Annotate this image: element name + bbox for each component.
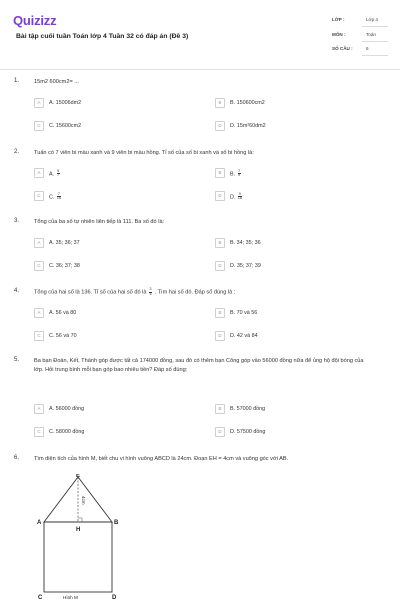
option-text: A. 56 và 80 — [49, 309, 77, 316]
meta-count-label: SỐ CÂU : — [332, 46, 353, 51]
figure-caption: Hình M — [63, 595, 78, 600]
fraction-numerator: 7 — [57, 191, 60, 196]
option-text: C. 58000 đồng — [49, 428, 85, 435]
option-text: B. 34; 35; 36 — [230, 239, 261, 246]
question-text: Tổng của ba số tự nhiên liên tiếp là 111. Ba số đó là: — [34, 219, 165, 225]
meta-subject-value: Toán — [366, 32, 376, 37]
fraction-numerator: 9 — [238, 191, 241, 196]
option-badge: D — [215, 121, 225, 131]
q4-option-c[interactable] — [34, 331, 204, 343]
document-title: Bài tập cuối tuần Toán lớp 4 Tuần 32 có đáp án (Đề 3) — [16, 33, 189, 40]
option-text: D. 15m²60dm2 — [230, 122, 266, 129]
q1-option-c[interactable] — [34, 121, 204, 133]
question-number: 5. — [14, 357, 20, 363]
option-prefix: D. — [230, 194, 236, 201]
option-text — [230, 170, 242, 178]
meta-divider — [362, 55, 388, 56]
right-angle-mark — [78, 518, 82, 522]
meta-divider — [362, 41, 388, 42]
option-text: B. 57000 đồng — [230, 405, 266, 412]
meta-divider — [362, 26, 388, 27]
option-badge: C — [34, 261, 44, 271]
question-text: Tuấn có 7 viên bi màu xanh và 9 viên bi màu hồng. Tỉ số của số bi xanh và số bi hồng là: — [34, 150, 254, 156]
option-text: B. 150600cm2 — [230, 99, 265, 106]
q2-option-a[interactable] — [34, 168, 204, 180]
fraction-numerator: 7 — [238, 168, 241, 173]
option-badge: D — [215, 261, 225, 271]
option-text: A. 15006dm2 — [49, 99, 82, 106]
option-badge: D — [215, 191, 225, 201]
option-badge: D — [215, 331, 225, 341]
q5-option-a[interactable] — [34, 404, 204, 416]
label-a: A — [37, 520, 42, 526]
fraction-numerator: 3 — [149, 287, 152, 291]
question-text: Ba bạn Đoàn, Kết, Thành góp được tất cả 174000 đồng, sau đó có thêm bạn Công góp vào 56000 đồng nữa để ủng hộ đội bóng của lớp. Hỏi trung bình mỗi bạn góp bao nhiêu tiền? Đáp số đúng: — [34, 358, 364, 373]
question-text — [34, 288, 366, 298]
q3-option-b[interactable] — [215, 238, 385, 250]
option-badge: A — [34, 308, 44, 318]
q2-option-b[interactable] — [215, 168, 385, 180]
question-text: 15m2 600cm2= ... — [34, 79, 79, 85]
question-text-before: Tổng của hai số là 136. Tỉ số của hai số đó là — [34, 289, 147, 296]
fraction-denominator: 9 — [238, 173, 241, 178]
question-text-after: . Tìm hai số đó. Đáp số đúng là : — [154, 289, 236, 296]
question-fraction — [149, 288, 152, 296]
label-b: B — [114, 520, 119, 526]
q4-option-b[interactable] — [215, 308, 385, 320]
fraction-denominator: 16 — [237, 196, 242, 201]
meta-class-label: LỚP : — [332, 17, 345, 22]
q5-option-d[interactable] — [215, 427, 385, 439]
question-number: 3. — [14, 218, 20, 224]
option-badge: B — [215, 308, 225, 318]
option-badge: B — [215, 98, 225, 108]
q5-option-b[interactable] — [215, 404, 385, 416]
option-text: D. 57500 đồng — [230, 428, 266, 435]
option-text: C. 56 và 70 — [49, 332, 77, 339]
q3-option-c[interactable] — [34, 261, 204, 273]
fraction-denominator: 7 — [57, 173, 60, 178]
q5-option-c[interactable] — [34, 427, 204, 439]
question-number: 2. — [14, 149, 20, 155]
q3-option-a[interactable] — [34, 238, 204, 250]
q1-option-a[interactable] — [34, 98, 204, 110]
label-eh-length: 4cm — [81, 496, 86, 505]
option-fraction — [57, 193, 61, 201]
label-e: E — [76, 474, 81, 479]
q2-option-d[interactable] — [215, 191, 385, 203]
option-text: D. 35; 37; 39 — [230, 262, 261, 269]
option-badge: C — [34, 331, 44, 341]
option-text: C. 15600cm2 — [49, 122, 82, 129]
option-text — [230, 193, 243, 201]
option-text: C. 36; 37; 38 — [49, 262, 80, 269]
option-badge: C — [34, 191, 44, 201]
option-badge: B — [215, 168, 225, 178]
option-badge: C — [34, 427, 44, 437]
option-badge: B — [215, 404, 225, 414]
q3-option-d[interactable] — [215, 261, 385, 273]
question-text: Tìm diện tích của hình M, biết chu vi hình vuông ABCD là 24cm. Đoạn EH = 4cm và vuông góc với AB. — [34, 456, 289, 462]
label-d: D — [112, 595, 117, 600]
option-badge: A — [34, 168, 44, 178]
meta-subject-label: MÔN : — [332, 32, 346, 37]
option-text — [49, 193, 62, 201]
option-text: B. 70 và 56 — [230, 309, 258, 316]
document-header — [0, 0, 400, 70]
quizizz-logo: Quizizz — [13, 13, 57, 28]
label-c: C — [38, 595, 43, 600]
question-number: 1. — [14, 78, 20, 84]
figure-m-diagram — [30, 474, 130, 600]
option-text — [49, 170, 61, 178]
meta-class-value: Lớp 4 — [366, 17, 378, 22]
geometry-figure — [30, 474, 130, 600]
option-badge: B — [215, 238, 225, 248]
option-fraction — [57, 170, 60, 178]
meta-count-value: 6 — [366, 46, 369, 51]
option-badge: C — [34, 121, 44, 131]
option-text: A. 56000 đồng — [49, 405, 85, 412]
fraction-denominator: 5 — [149, 291, 152, 296]
fraction-numerator: 9 — [57, 168, 60, 173]
q2-option-c[interactable] — [34, 191, 204, 203]
option-prefix: A. — [49, 171, 55, 178]
question-number: 4. — [14, 288, 20, 294]
option-fraction — [238, 170, 241, 178]
q1-option-d[interactable] — [215, 121, 385, 133]
question-number: 6. — [14, 455, 20, 461]
q4-option-a[interactable] — [34, 308, 204, 320]
option-badge: A — [34, 404, 44, 414]
q1-option-b[interactable] — [215, 98, 385, 110]
option-prefix: B. — [230, 171, 236, 178]
label-h: H — [76, 527, 81, 533]
option-text: D. 42 và 84 — [230, 332, 258, 339]
option-fraction — [238, 193, 242, 201]
option-badge: A — [34, 238, 44, 248]
option-text: A. 35; 36; 37 — [49, 239, 80, 246]
option-prefix: C. — [49, 194, 55, 201]
fraction-denominator: 16 — [56, 196, 61, 201]
option-badge: D — [215, 427, 225, 437]
option-badge: A — [34, 98, 44, 108]
q4-option-d[interactable] — [215, 331, 385, 343]
